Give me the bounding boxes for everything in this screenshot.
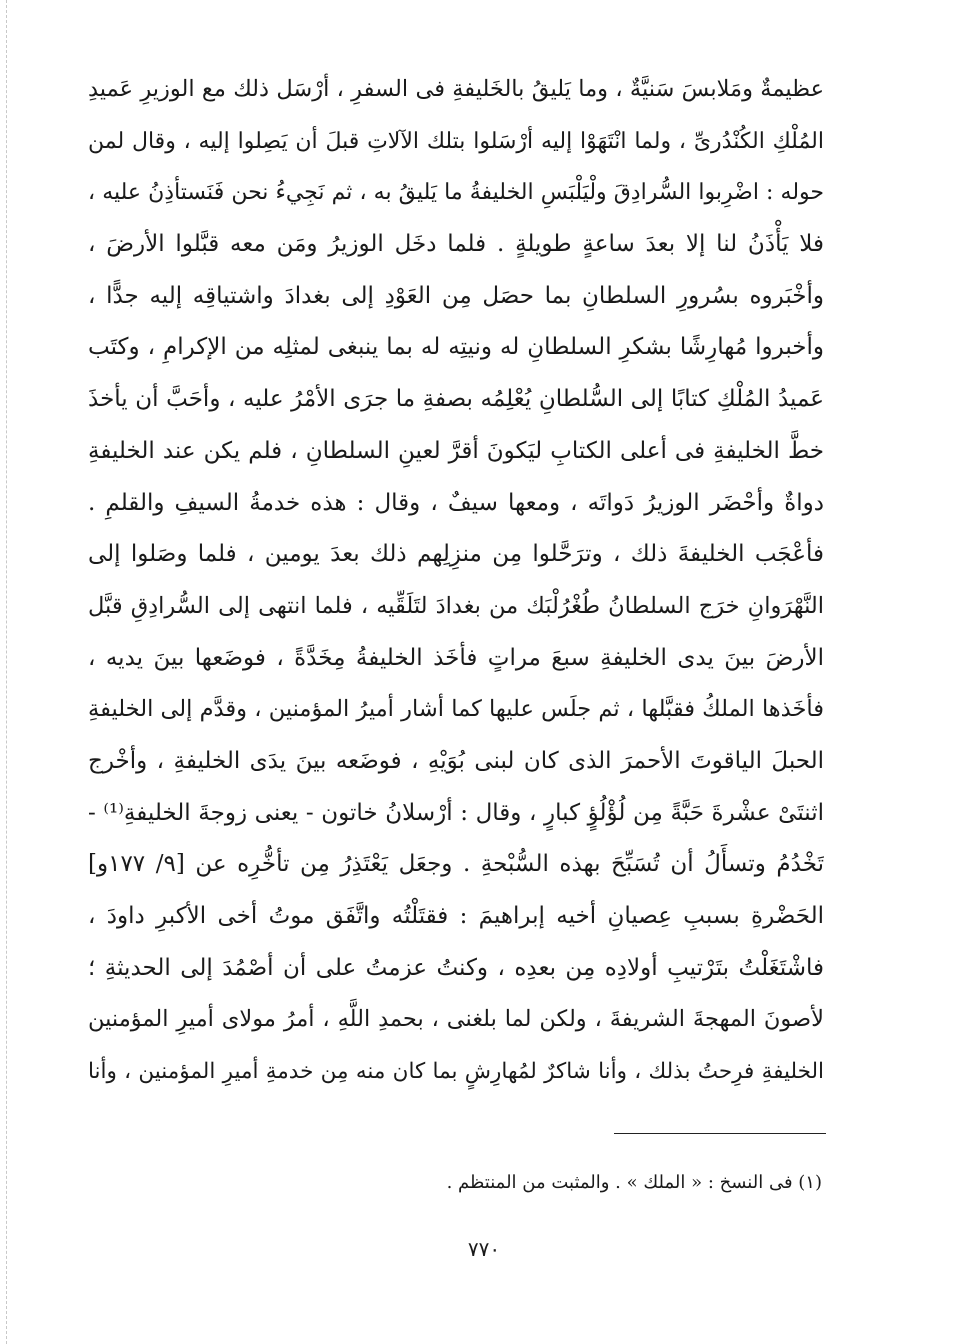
text-line: الحَضْرةِ بسببِ عِصيانِ أخيه إبراهيمَ : فقتَلْتُه واتَّفَق موتُ أخى الأكبرِ داودَ ، (88, 903, 824, 929)
scan-edge-divider (6, 0, 7, 1344)
footnote-separator (614, 1133, 826, 1134)
text-line: وأخبروا مُهارِشًا بشكرِ السلطانِ له ونيتِه له بما ينبغى لمثلِه من الإكرامِ ، وكتَب (88, 334, 824, 361)
text-line: اثنتَىْ عشْرةَ حَبَّةً مِن لُؤْلُؤٍ كبارٍ ، وقال : أرْسلانُ خاتون - يعنى زوجةَ الخليفةِ⁽¹⁾ - (88, 799, 824, 826)
page-number: ٧٧٠ (467, 1237, 501, 1261)
text-line: فلا يَأْذَنُ لنا إلا بعدَ ساعةٍ طويلةٍ . فلما دخَل الوزيرُ ومَن معه قبَّلوا الأرضَ ، (88, 231, 824, 258)
text-line: فأعْجَب الخليفةَ ذلك ، وترَحَّلوا مِن منزِلِهم ذلك بعدَ يومين ، فلما وصَلوا إلى (88, 541, 824, 568)
text-line: عظيمةٌ ومَلابسَ سَنيَّةٌ ، وما يَليقُ بالخَليفةِ فى السفرِ ، أرْسَل ذلك مع الوزيرِ عَميدِ (88, 76, 824, 102)
text-line: النَّهْرَوانِ خرَج السلطانُ طُغْرُلْبَك من بغدادَ لتَلَقِّيه ، فلما انتهى إلى السُّرادِقِ قبَّل (88, 592, 824, 619)
text-line: حوله : اضْرِبوا السُّرادِقَ ولْيَلْبَسِ الخليفةُ ما يَليقُ به ، ثم نَجِيءُ نحن فَنَستأذِنُ عليه ، (88, 180, 824, 206)
text-line: المُلْكِ الكُنْدُرىِّ ، ولما انْتَهَوْا إليه أرْسَلوا بتلك الآلاتِ قبلَ أن يَصِلوا إليه ، وقال لمن (88, 128, 824, 154)
text-line: الحبلَ الياقوتَ الأحمرَ الذى كان لبنى بُوَيْهِ ، فوضَعه بينَ يدَى الخليفةِ ، وأخْرج (88, 747, 824, 774)
text-line: فاشْتَغَلْتُ بتَرْتيبِ أولادِه مِن بعدِه ، وكنتُ عزمتُ على أن أصْمُدَ إلى الحديثةِ ؛ (88, 954, 824, 981)
text-line: دواةٌ وأحْضَر الوزيرُ دَواتَه ، ومعها سيفٌ ، وقال : هذه خدمةُ السيفِ والقلمِ . (88, 489, 824, 516)
text-line: الخليفةِ فرِحتُ بذلك ، وأنا شاكرٌ لمُهارِشٍ بما كان منه مِن خدمةِ أميرِ المؤمنين ، وأنا (88, 1059, 824, 1085)
text-line: تَخْدُمُ وتسأَلُ أن تُسَبِّحَ بهذه السُّبْحةِ . وجعَل يَعْتَذِرُ مِن تأخُّرِه عن [٩/ ١٧٧و] (88, 851, 824, 878)
footnote: (١) فى النسخ : « الملك » . والمثبت من المنتظم . (446, 1172, 822, 1193)
text-line: خطَّ الخليفةِ فى أعلى الكتابِ ليَكونَ أقرَّ لعينِ السلطانِ ، فلم يكن عند الخليفةِ (88, 437, 824, 464)
text-line: فأخَذها الملكُ فقبَّلها ، ثم جلَس عليها كما أشار أميرُ المؤمنين ، وقدَّم إلى الخليفةِ (88, 696, 824, 723)
text-line: الأرضَ بينَ يدى الخليفةِ سبعَ مراتٍ فأخَذ الخليفةُ مِخَدَّةً ، فوضَعها بينَ يديه ، (88, 644, 824, 671)
text-line: عَميدُ المُلْكِ كتابًا إلى السُّلطانِ يُعْلِمُه بصفةِ ما جرَى الأمْرُ عليه ، وأحَبَّ أن يأخذَ (88, 386, 824, 413)
main-text-block (88, 64, 824, 1098)
text-line: لأصونَ المهجةَ الشريفةَ ، ولكن لما بلغنى ، بحمدِ اللَّهِ ، أمرُ مولاى أميرِ المؤمنين (88, 1006, 824, 1033)
text-line: وأخْبَروه بسُرورِ السلطانِ بما حصَل مِن العَوْدِ إلى بغدادَ واشتياقِه إليه جدًّا ، (88, 282, 824, 309)
